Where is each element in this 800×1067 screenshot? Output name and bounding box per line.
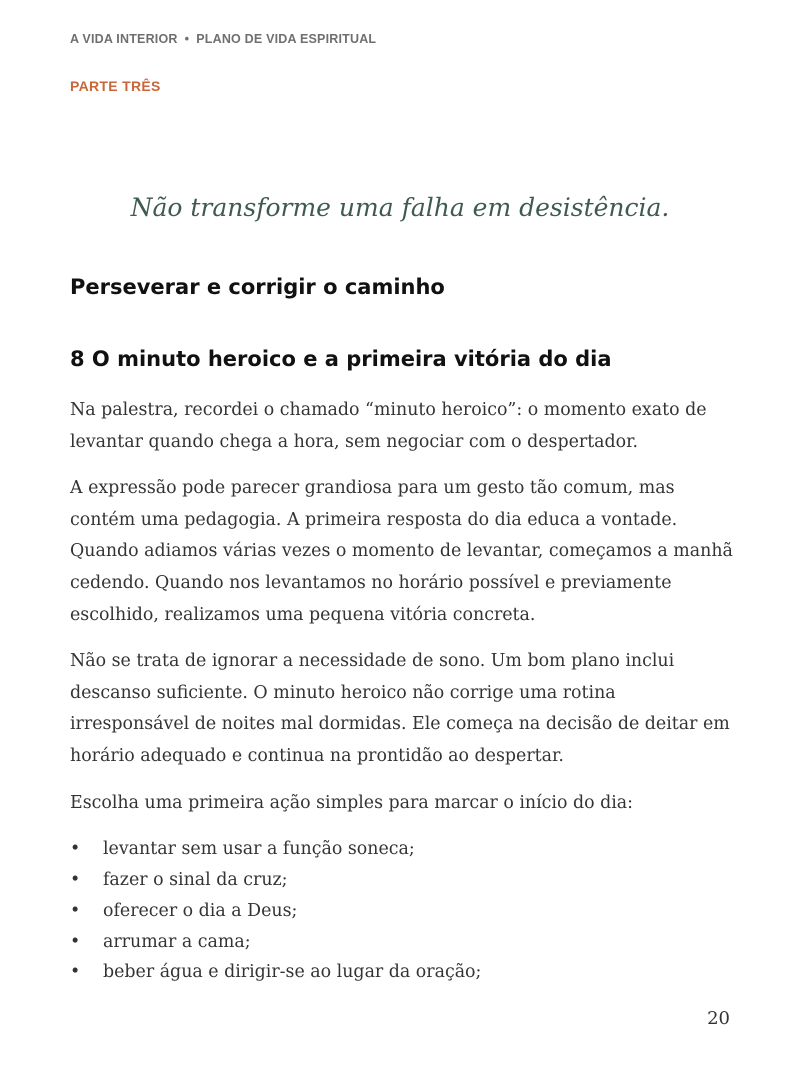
list-item-text: oferecer o dia a Deus;: [103, 900, 298, 921]
part-label: PARTE TRÊS: [70, 78, 161, 94]
epigraph-quote: Não transforme uma falha em desistência.: [130, 193, 670, 222]
bullet: •: [70, 900, 81, 921]
list-item-text: fazer o sinal da cruz;: [103, 869, 288, 890]
list-item: [70, 865, 735, 896]
list-item-text: arrumar a cama;: [103, 931, 251, 952]
chapter-title: 8 O minuto heroico e a primeira vitória do dia: [70, 347, 612, 371]
paragraph: A expressão pode parecer grandiosa para um gesto tão comum, mas contém uma pedagogia. A primeira resposta do dia educa a vontade. Quando adiamos várias vezes o momento de levantar, começamos a manhã cedendo. Quando nos levantamos no horário possível e previamente escolhido, realizamos uma pequena vitória concreta.: [70, 478, 733, 625]
list-item: [70, 957, 735, 988]
bullet: •: [70, 931, 81, 952]
paragraph: Não se trata de ignorar a necessidade de sono. Um bom plano inclui descanso suficiente. O minuto heroico não corrige uma rotina irresponsável de noites mal dormidas. Ele começa na decisão de deitar em horário adequado e continua na prontidão ao despertar.: [70, 651, 730, 766]
action-list: [70, 834, 735, 988]
page-number: 20: [707, 1008, 730, 1029]
section-title: Perseverar e corrigir o caminho: [70, 275, 445, 299]
body-text: [70, 395, 735, 988]
list-item-text: levantar sem usar a função soneca;: [103, 839, 415, 860]
bullet: •: [70, 869, 81, 890]
book-subtitle: PLANO DE VIDA ESPIRITUAL: [196, 32, 377, 46]
header-separator: •: [184, 32, 190, 46]
paragraph: Na palestra, recordei o chamado “minuto heroico”: o momento exato de levantar quando chega a hora, sem negociar com o despertador.: [70, 400, 707, 452]
book-title: A VIDA INTERIOR: [70, 32, 178, 46]
bullet: •: [70, 839, 81, 860]
list-item: [70, 927, 735, 958]
running-header: [70, 32, 376, 46]
list-item: [70, 896, 735, 927]
bullet: •: [70, 962, 81, 983]
list-item: [70, 834, 735, 865]
list-item-text: beber água e dirigir-se ao lugar da oração;: [103, 962, 482, 983]
paragraph: Escolha uma primeira ação simples para marcar o início do dia:: [70, 792, 634, 813]
